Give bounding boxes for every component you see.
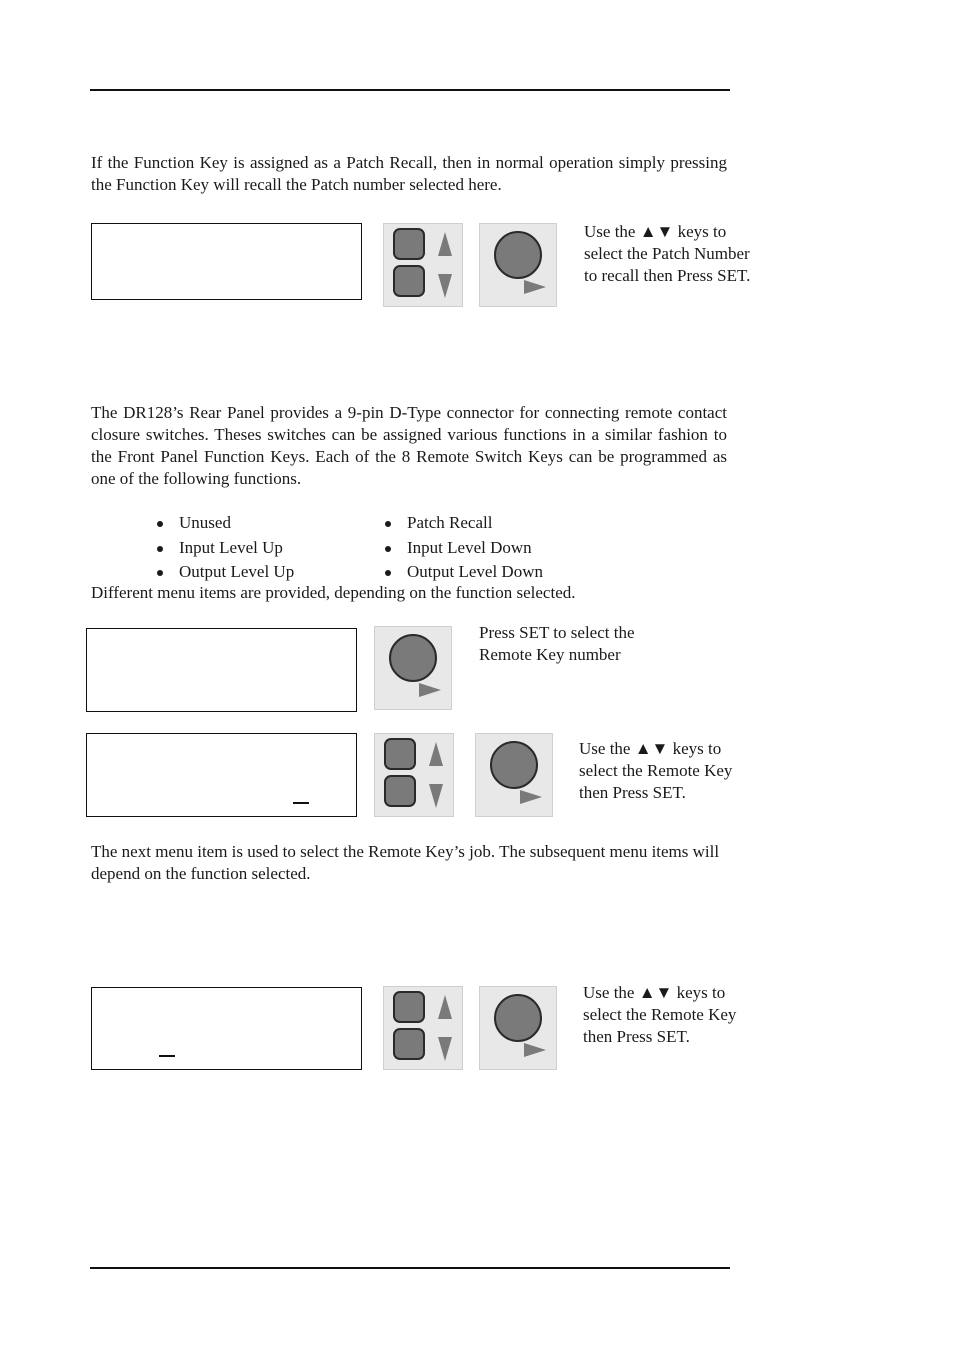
up-down-keypad[interactable] [374, 733, 454, 817]
right-arrow-icon [524, 1043, 546, 1057]
up-arrow-icon [438, 995, 452, 1019]
remote-key-instruction-note: Use the ▲▼ keys to select the Remote Key then Press SET. [579, 739, 733, 802]
up-key-button[interactable] [393, 991, 425, 1023]
down-key-button[interactable] [384, 775, 416, 807]
down-key-button[interactable] [393, 265, 425, 297]
down-arrow-icon [438, 1037, 452, 1061]
right-arrow-icon [419, 683, 441, 697]
up-down-keypad[interactable] [383, 223, 463, 307]
patch-instruction-note: Use the ▲▼ keys to select the Patch Number to recall then Press SET. [584, 222, 751, 285]
lcd-display-remote-menu [86, 628, 357, 712]
up-arrow-icon [429, 742, 443, 766]
remote-job-instruction-note: Use the ▲▼ keys to select the Remote Key then Press SET. [583, 983, 737, 1046]
set-key-button[interactable] [490, 741, 538, 789]
down-arrow-icon [438, 274, 452, 298]
set-keypad[interactable] [475, 733, 553, 817]
set-key-button[interactable] [494, 994, 542, 1042]
remote-key-job-paragraph: The next menu item is used to select the Remote Key’s job. The subsequent menu items will depend on the function selected. [91, 842, 720, 883]
up-key-button[interactable] [384, 738, 416, 770]
lcd-display-remote-key [86, 733, 357, 817]
list-item: Output Level Down [384, 560, 604, 585]
down-key-button[interactable] [393, 1028, 425, 1060]
set-keypad[interactable] [374, 626, 452, 710]
set-keypad[interactable] [479, 223, 557, 307]
list-item: Input Level Down [384, 536, 604, 561]
functions-list-left [156, 511, 356, 585]
header-rule [90, 89, 730, 91]
list-item: Patch Recall [384, 511, 604, 536]
footer-rule [90, 1267, 730, 1269]
remote-switch-paragraph: The DR128’s Rear Panel provides a 9-pin D-Type connector for connecting remote contact closure switches. Theses switches can be assigned various functions in a similar fashion to the Front Panel Function Keys. Each of the 8 Remote Switch Keys can be programmed as one of the following functions. [91, 403, 727, 488]
lcd-display-remote-job [91, 987, 362, 1070]
up-arrow-icon [438, 232, 452, 256]
patch-recall-paragraph: If the Function Key is assigned as a Patch Recall, then in normal operation simply pressing the Function Key will recall the Patch number selected here. [91, 153, 727, 194]
set-key-button[interactable] [494, 231, 542, 279]
set-keypad[interactable] [479, 986, 557, 1070]
list-item: Output Level Up [156, 560, 356, 585]
list-item: Unused [156, 511, 356, 536]
up-key-button[interactable] [393, 228, 425, 260]
set-instruction-note: Press SET to select the Remote Key number [479, 623, 635, 664]
set-key-button[interactable] [389, 634, 437, 682]
lcd-cursor [159, 1055, 175, 1057]
list-item: Input Level Up [156, 536, 356, 561]
functions-list-right [384, 511, 604, 585]
up-down-keypad[interactable] [383, 986, 463, 1070]
right-arrow-icon [524, 280, 546, 294]
down-arrow-icon [429, 784, 443, 808]
lcd-cursor [293, 802, 309, 804]
menu-items-sentence: Different menu items are provided, depending on the function selected. [91, 583, 576, 602]
right-arrow-icon [520, 790, 542, 804]
lcd-display-patch [91, 223, 362, 300]
